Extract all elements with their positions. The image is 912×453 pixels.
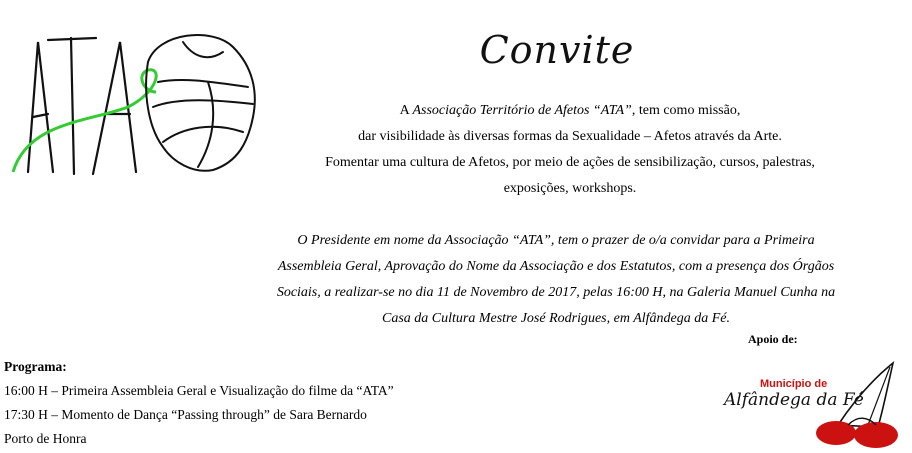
embrace-figure xyxy=(146,35,255,171)
page-title: Convite xyxy=(479,28,635,72)
mission-line-4: exposições, workshops. xyxy=(503,181,637,196)
invitation-line-1: O Presidente em nome da Associação “ATA”, tem o prazer de o/a convidar para a Primeira xyxy=(297,233,815,248)
program-item: 16:00 H – Primeira Assembleia Geral e Visualização do filme da “ATA” xyxy=(4,383,394,398)
cherry-icon xyxy=(816,421,856,445)
mission-line-2: dar visibilidade às diversas formas da Sexualidade – Afetos através da Arte. xyxy=(358,129,782,144)
invitation-text xyxy=(236,228,876,332)
ata-logo xyxy=(8,22,298,182)
invitation-line-3: Sociais, a realizar-se no dia 11 de Novembro de 2017, pelas 16:00 H, na Galeria Manuel Cunha na xyxy=(276,285,836,300)
program-item: Porto de Honra xyxy=(4,431,87,446)
municipio-top-text: Município de xyxy=(760,378,828,390)
program-item: 17:30 H – Momento de Dança “Passing through” de Sara Bernardo xyxy=(4,407,367,422)
mission-line-1: A Associação Território de Afetos “ATA”, tem como missão, xyxy=(399,103,741,118)
municipio-name-text: Alfândega da Fé xyxy=(724,390,864,410)
program-section xyxy=(4,355,394,451)
program-heading: Programa: xyxy=(4,359,67,374)
mission-statement xyxy=(290,98,850,202)
invitation-line-2: Assembleia Geral, Aprovação do Nome da Associação e dos Estatutos, com a presença dos Órgãos xyxy=(277,259,835,274)
support-label: Apoio de: xyxy=(748,332,798,346)
invitation-line-4: Casa da Cultura Mestre José Rodrigues, em Alfândega da Fé. xyxy=(381,311,731,326)
association-name: Associação Território de Afetos “ATA” xyxy=(412,103,632,118)
ata-letters xyxy=(28,38,136,174)
cherry-icon xyxy=(854,422,898,448)
mission-line-3: Fomentar uma cultura de Afetos, por meio de ações de sensibilização, cursos, palestras, xyxy=(325,155,815,170)
municipio-logo xyxy=(718,355,908,450)
